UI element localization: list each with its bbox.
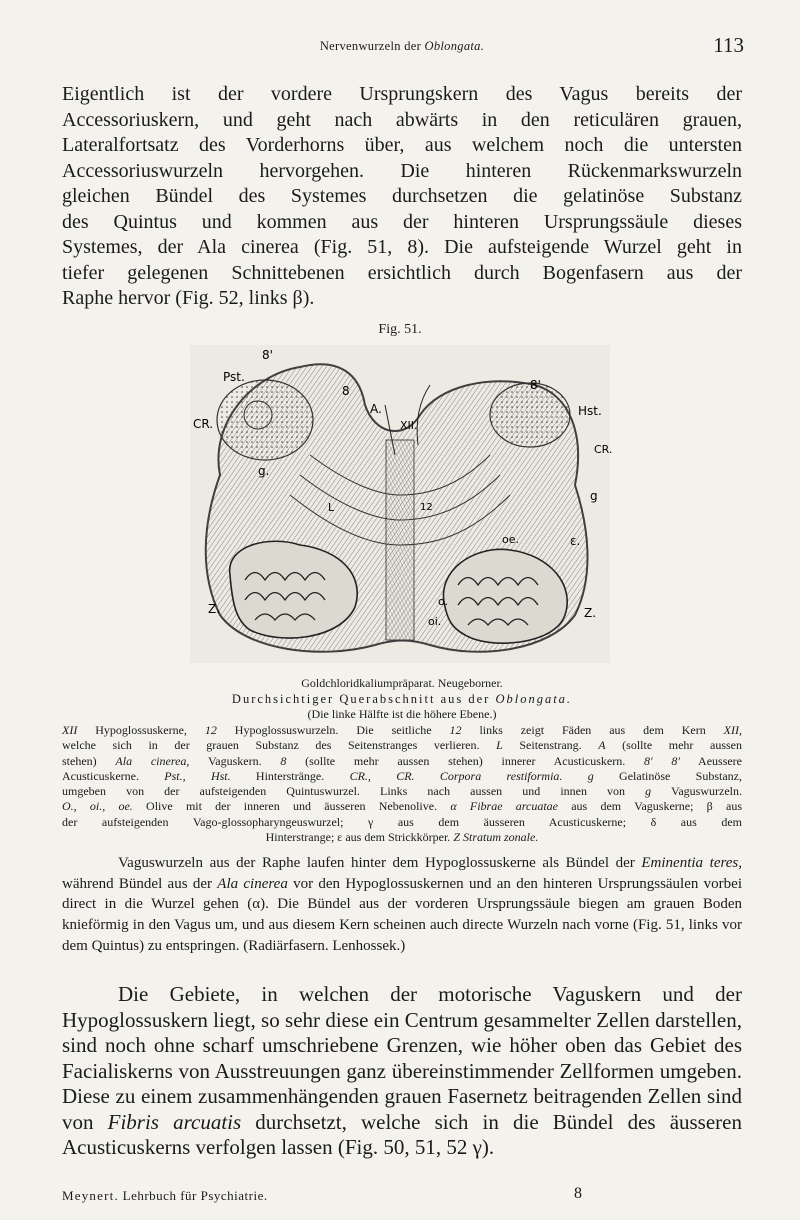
figure-label-oe: oe. [502, 533, 519, 546]
legend-term: CR., CR. [349, 768, 415, 783]
para-italic: Fibris arcuatis [107, 1109, 242, 1134]
legend-text: links zeigt Fäden aus dem Kern [461, 723, 724, 737]
paragraph-3 [62, 982, 742, 1161]
legend-term: Corpora restiformia. [439, 768, 563, 783]
legend-term: XII [62, 723, 78, 737]
figure-51-illustration [190, 345, 613, 663]
legend-term: 12 [204, 723, 217, 737]
figure-caption [62, 676, 742, 723]
legend-term: 12 [449, 723, 462, 737]
legend-text: welche sich in der grauen Substanz des Seitenstranges verlieren. [62, 738, 497, 753]
legend-text: Gelatinöse Substanz, [593, 768, 743, 783]
legend-text: Hinterstränge. [230, 768, 350, 783]
legend-line [62, 769, 742, 784]
caption-line-2-italic: Oblongata. [495, 691, 573, 706]
legend-term: L [496, 738, 503, 753]
legend-line [62, 738, 742, 753]
legend-text [415, 769, 440, 783]
legend-text: umgeben von der aufsteigenden Quintuswurzel. Links nach aussen und innen von [62, 784, 646, 799]
legend-text: Vaguskern. [189, 753, 281, 768]
signature-mark: 8 [574, 1185, 582, 1202]
figure-legend [62, 723, 742, 845]
legend-line: der aufsteigenden Vago-glossopharyngeuswurzel; γ aus dem äusseren Acusticuskerne; δ aus dem [62, 814, 742, 829]
paragraph-2-text [62, 853, 742, 957]
legend-text: Acusticuskerne. [62, 768, 165, 783]
medulla-cross-section-drawing [190, 345, 613, 663]
para-text: während Bündel aus der [62, 875, 218, 892]
legend-line [62, 784, 742, 799]
legend-term: XII, [723, 723, 742, 737]
text-line: des Quintus und kommen aus der hinteren Ursprungssäule dieses [62, 210, 742, 233]
para-text: Vaguswurzeln aus der Raphe laufen hinter dem Hypoglossuskerne als Bündel der [118, 855, 642, 871]
caption-line-1: Goldchloridkaliumpräparat. Neugeborner. [301, 676, 503, 690]
legend-term: Stratum zonale. [463, 830, 539, 845]
caption-line-2-text: Durchsichtiger Querabschnitt aus der [231, 691, 496, 706]
legend-line [62, 830, 742, 845]
legend-text: Hypoglossuskerne, [77, 723, 205, 737]
legend-text [562, 769, 587, 783]
page-number: 113 [713, 33, 744, 57]
figure-label-z-right: Z. [584, 606, 597, 620]
legend-term: α [450, 799, 457, 814]
figure-label-l: L [328, 501, 335, 514]
text-line: Raphe hervor (Fig. 52, links β). [62, 287, 315, 309]
paragraph-3-text [62, 982, 742, 1161]
legend-text: aus dem Vaguskerne; β aus [557, 799, 743, 814]
legend-text [457, 799, 470, 813]
text-line: Eigentlich ist der vordere Ursprungskern des Vagus bereits der [62, 83, 742, 105]
legend-text: stehen) [62, 753, 116, 768]
running-title [60, 39, 744, 54]
figure-label-8-prime-top: 8' [262, 348, 273, 362]
caption-line-3: (Die linke Hälfte ist die höhere Ebene.) [307, 707, 497, 721]
legend-term: Z [453, 830, 460, 845]
running-title-italic: Oblongata. [424, 39, 485, 53]
legend-line [62, 754, 742, 769]
legend-line [62, 799, 742, 814]
figure-label-z-left: Z. [208, 602, 221, 616]
legend-text: Hinterstrange; ε aus dem Strickkörper. [265, 830, 454, 845]
legend-text: Vaguswurzeln. [651, 784, 742, 799]
figure-label-8: 8 [342, 384, 350, 398]
footer-citation [62, 1188, 268, 1204]
figure-label-oi: oi. [428, 615, 442, 628]
figure-label-o: o. [438, 595, 449, 608]
figure-label-12: 12 [420, 502, 433, 513]
figure-label-cr-right: CR. [594, 443, 613, 456]
legend-term: A [598, 738, 606, 753]
para-text: Die Gebiete, in welchen der motorische Vaguskern und der Hypoglossuskern liegt, so sehr diese ein Centrum gesammelter Zellen darstellen, sind noch ohne scharf umschriebene Grenzen, wie höher oben das Gebiet des Facialiskerns von Ausstreuungen ganz übereinstimmender Zellformen umgeben. Diese zu einem zusammenhängenden grauen Fasernetz beitragenden Zellen sind von [62, 982, 742, 1134]
legend-text: Aeussere [679, 753, 743, 768]
figure-label-cr-left: CR. [193, 417, 214, 431]
figure-label-g-right: g [590, 489, 598, 503]
legend-text: (sollte mehr aussen stehen) innerer Acusticuskern. [286, 753, 645, 768]
para-text: vor den Hypoglossuskernen und an den hinteren Ursprungssäulen vorbei direct in die Wurzel gehen (α). Die Bündel aus der vorderen Ursprungssäule biegen am grauen Boden knieförmig in den Vagus um, und aus diesem Kern scheinen auch directe Wurzeln nach vorne (Fig. 51, links vor dem Quintus) zu entspringen. (Radiärfasern. Lenhossek.) [62, 875, 742, 954]
legend-term: 8 [280, 753, 287, 768]
page-footer [62, 1185, 742, 1208]
text-line: Systemes, der Ala cinerea (Fig. 51, 8). Die aufsteigende Wurzel geht in [62, 236, 742, 258]
figure-label-8-prime-right: 8' [530, 378, 541, 392]
figure-label-epsilon: ε. [570, 534, 581, 548]
paragraph-1 [62, 82, 742, 312]
legend-term: g [587, 768, 594, 783]
figure-label-g-left: g. [258, 464, 270, 478]
para-italic: Eminentia teres, [641, 855, 743, 871]
legend-text: (sollte mehr aussen [605, 738, 742, 753]
legend-term: O., oi., oe. [62, 799, 133, 814]
legend-term: g [645, 784, 652, 799]
caption-line-2 [62, 692, 742, 708]
paragraph-2 [62, 853, 742, 957]
running-header [60, 33, 744, 59]
running-title-prefix: Nervenwurzeln der [319, 39, 425, 53]
para-italic: Ala cinerea [217, 875, 288, 892]
text-line: Lateralfortsatz des Vorderhorns über, aus welchem noch die untersten [62, 134, 742, 156]
para-text: durchsetzt, welche sich in die Bündel des äusseren Acusticuskerns verfolgen lassen (Fig. 50, 51, 52 γ). [62, 1109, 742, 1159]
legend-text: Olive mit der inneren und äusseren Nebenolive. [132, 799, 451, 814]
legend-term: Ala cinerea, [115, 753, 190, 768]
figure-label-pst: Pst. [223, 370, 245, 384]
text-line: gleichen Bündel des Systemes durchsetzen die gelatinöse Substanz [62, 185, 742, 207]
legend-text: Hypoglossuswurzeln. Die seitliche [216, 723, 450, 737]
legend-term: 8' 8' [644, 753, 680, 768]
legend-term: Pst., Hst. [164, 768, 231, 783]
legend-term: Fibrae arcuatae [469, 799, 558, 814]
figure-label-xii: XII. [400, 419, 418, 432]
legend-text: Seitenstrang. [502, 738, 599, 753]
footer-book-title: Lehrbuch für Psychiatrie. [118, 1188, 268, 1203]
legend-line [62, 723, 742, 738]
figure-label-hst: Hst. [578, 404, 602, 418]
text-line: Accessoriuswurzeln hervorgehen. Die hinteren Rückenmarkswurzeln [62, 159, 742, 182]
text-line: Accessoriuskern, und geht nach abwärts in den reticulären grauen, [62, 108, 742, 131]
figure-label-a: A. [370, 402, 382, 416]
footer-author: Meynert. [62, 1188, 119, 1203]
figure-label: Fig. 51. [378, 322, 422, 337]
text-line: tiefer gelegenen Schnittebenen ersichtlich durch Bogenfasern aus der [62, 261, 742, 284]
